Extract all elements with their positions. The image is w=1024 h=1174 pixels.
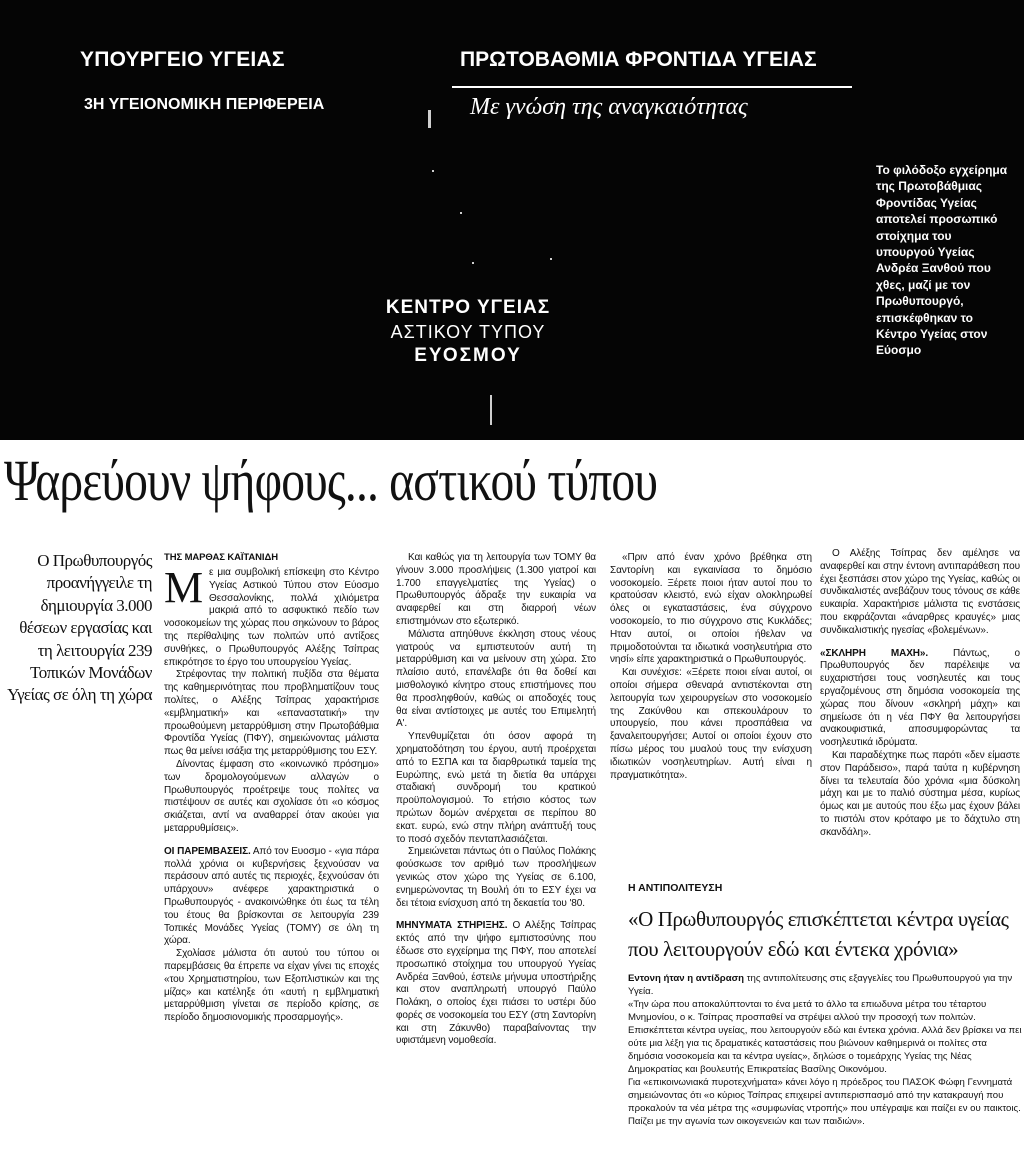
article-column-2 [396, 552, 596, 1048]
article-paragraph: Και καθώς για τη λειτουργία των ΤΟΜΥ θα γίνουν 3.000 προσλήψεις (1.300 γιατροί και 1.700 επαγγελματίες της Υγείας) ο Πρωθυπουργός άδραξε την ευκαιρία να αναφερθεί και στη διαρροή νέων επιστημόνων στο εξωτερικό. [396, 552, 596, 627]
opposition-paragraph: Για «επικοινωνιακά πυροτεχνήματα» κάνει λόγο η πρόεδρος του ΠΑΣΟΚ Φώφη Γεννηματά σημειώνοντας ότι «ο κύριος Τσίπρας επιχειρεί αντιπερισπασμό από την κατακραυγή που προκαλούν τα νέα μέτρα της «συμφωνίας ντροπής» που υπέγραψε και παίζει εν ου παικτοις. Παίζει με την αγωνία των οικογενειών και των παιδιών». [628, 1077, 1021, 1127]
photo-speck [550, 258, 552, 260]
photo [0, 0, 1024, 440]
article-paragraph: Σχολίασε μάλιστα ότι αυτού του τύπου οι παρεμβάσεις θα έπρεπε να είχαν γίνει τις εποχές «του Χρηματιστηρίου, των Εξοπλιστικών και της μίζας» και κατέληξε ότι «αυτή η εμβληματική μεταρρύθμιση γίνεται σε περίοδο κρίσης, σε περίοδο δημοσιονομικής προσαρμογής». [164, 948, 379, 1024]
article-paragraph: Υπενθυμίζεται ότι όσον αφορά τη χρηματοδότηση του έργου, αυτή προέρχεται από το ΕΣΠΑ και τα διαρθρωτικά ταμεία της Ευρώπης, ενώ μετά τη διετία θα υπάρχει σταδιακή συνδρομή του κρατικού προϋπολογισμού. Το ετήσιο κόστος των πρώτων δομών ανέρχεται σε περίπου 80 εκατ. ευρώ, ενώ στην πλήρη ανάπτυξή τους το ποσό σχεδόν πενταπλασιάζεται. [396, 731, 596, 845]
article-paragraph: Με μια συμβολική επίσκεψη στο Κέντρο Υγείας Αστικού Τύπου στον Εύοσμο Θεσσαλονίκης, πολλά χιλιόμετρα μακριά από το ασφυκτικό πεδίο των νοσοκομείων της χώρας που σηκώνουν το βάρος της περίθαλψης των πολιτών υπό αντίξοες συνθήκες, ο Πρωθυπουργός Αλέξης Τσίπρας επικρότησε το έργο του υπουργείου Υγείας. [164, 563, 379, 668]
photo-speck [428, 110, 431, 128]
motto-banner: Με γνώση της αναγκαιότητας [470, 94, 748, 120]
opposition-lead-bold: Εντονη ήταν η αντίδραση [628, 973, 745, 984]
sign-line-1: ΚΕΝΤΡΟ ΥΓΕΙΑΣ [385, 297, 551, 318]
article-paragraph: ΜΗΝΥΜΑΤΑ ΣΤΗΡΙΞΗΣ. Ο Αλέξης Τσίπρας εκτός από την ψήφο εμπιστοσύνης που έδωσε στο εγχείρημα της ΠΦΥ, που αποτελεί προσωπικό στοίχημα του υπουργού Υγείας Ανδρέα Ξανθού, έστειλε μήνυμα υποστήριξης και στον αναπληρωτή υπουργό Παύλο Πολάκη, ο οποίος έχει πιάσει το υστέρι δύο φορές σε νοσοκομεία του ΕΣΥ (στη Σαντορίνη και στη Ζάκυνθο) παραβαίνοντας την υφιστάμενη νομοθεσία. [396, 920, 596, 1047]
sign-line-3: ΕΥΟΣΜΟΥ [414, 345, 522, 366]
article-paragraph: ΟΙ ΠΑΡΕΜΒΑΣΕΙΣ. Από τον Ευοσμο - «για πάρα πολλά χρόνια οι κυβερνήσεις ξεχνούσαν να περάσουν από αυτές τις περιοχές, ξεχνούσαν ότι υπάρχουν» ανέφερε χαρακτηριστικά ο Πρωθυπουργός - ανακοινώθηκε ότι έως τα τέλη του έτους θα βρίσκονται σε λειτουργία 239 Τοπικές Μονάδες Υγείας (ΤΟΜΥ) σε όλη τη χώρα. [164, 845, 379, 947]
byline: ΤΗΣ ΜΑΡΘΑΣ ΚΑΪΤΑΝΙΔΗ [164, 552, 278, 563]
region-banner: 3Η ΥΓΕΙΟΝΟΜΙΚΗ ΠΕΡΙΦΕΡΕΙΑ [84, 96, 325, 113]
health-center-sign [368, 296, 568, 368]
article-paragraph: «Πριν από έναν χρόνο βρέθηκα στη Σαντορίνη και εγκαινίασα το δημόσιο νοσοκομείο. Ξέρετε ποιοι ήταν αυτοί που το κρατούσαν κλειστό, ενώ είχαν ολοκληρωθεί όλες οι εγκαταστάσεις, ένα σύγχρονο νοσοκομείο, το πιο σύγχρονο στις Κυκλάδες; Ηταν αυτοί, οι οποίοι ήθελαν να πριμοδοτούνται τα ιδιωτικά νοσηλευτήρια στο νησί» είπε χαρακτηριστικά ο Πρωθυπουργός. [610, 552, 812, 666]
article-paragraph: Μάλιστα απηύθυνε έκκληση στους νέους γιατρούς να εμπιστευτούν αυτή τη μεταρρύθμιση και να μείνουν στη χώρα. Στο πλαίσιο αυτό, επανέλαβε ότι θα δοθεί και μισθολογικό κίνητρο στους επιστήμονες που θα προσληφθούν, καθώς οι αποδοχές τους θα είναι αντίστοιχες με αυτές του Επιμελητή Α'. [396, 628, 596, 730]
lead-summary: Ο Πρωθυπουργός προανήγγειλε τη δημιουργία 3.000 θέσεων εργασίας και τη λειτουργία 239 Τοπικών Μονάδων Υγείας σε όλη τη χώρα [7, 551, 152, 705]
article-paragraph: Σημειώνεται πάντως ότι ο Παύλος Πολάκης φούσκωσε τον αριθμό των προσλήψεων γενικώς στον χώρο της Υγείας σε 6.100, ενημερώνοντας τη Βουλή ότι το ΕΣΥ έχει να δει τέτοια ενίσχυση από τη δεκαετία του '80. [396, 846, 596, 909]
article-paragraph: Δίνοντας έμφαση στο «κοινωνικό πρόσημο» των δρομολογούμενων αλλαγών ο Πρωθυπουργός προέτρεψε τους πολίτες να πιστέψουν σε αυτές και σχολίασε ότι «ο κόσμος σκιάζεται, αντί να αναθαρρεί όταν ακούει για μεταρρυθμίσεις». [164, 758, 379, 834]
photo-speck [472, 262, 474, 264]
photo-caption: Το φιλόδοξο εγχείρημα της Πρωτοβάθμιας Φροντίδας Υγείας αποτελεί προσωπικό στοίχημα του υπουργού Υγείας Ανδρέα Ξανθού που χθες, μαζί με τον Πρωθυπουργό, επισκέφθηκαν το Κέντρο Υγείας στον Εύοσμο [876, 163, 1008, 358]
article-paragraph: Και παραδέχτηκε πως παρότι «δεν είμαστε στον Παράδεισο», παρά ταύτα η κυβέρνηση δίνει τα τελευταία δύο χρόνια «μια δύσκολη μάχη και με το παλιό σύστημα μέσα, κυρίως όμως και με αυτούς που έξω μας έχουν βάλει το πιστόλι στον κρόταφο με το δάχτυλο στη σκανδάλη». [820, 749, 1020, 838]
subheading: ΜΗΝΥΜΑΤΑ ΣΤΗΡΙΞΗΣ. [396, 920, 508, 932]
article-paragraph: Και συνέχισε: «Ξέρετε ποιοι είναι αυτοί, οι οποίοι σήμερα σθεναρά αντιστέκονται στη λειτουργία των χειρουργείων στο νοσοκομείο της Ζακύνθου και σπεκουλάρουν το υπουργείο, που κάνει προσπάθεια να ξαναλειτουργήσει; Αυτοί οι οποίοι έχουν στο πίσω μέρος του μυαλού τους την ενίσχυση ιδιωτικών νοσηλευτηρίων. Αυτή είναι η πραγματικότητα». [610, 667, 812, 781]
opposition-headline: «Ο Πρωθυπουργός επισκέπτεται κέντρα υγείας που λειτουργούν εδώ και έντεκα χρόνια» [628, 907, 1009, 961]
sign-line-2: ΑΣΤΙΚΟΥ ΤΥΠΟΥ [390, 322, 546, 342]
opposition-lead: Εντονη ήταν η αντίδραση της αντιπολίτευσης στις εξαγγελίες του Πρωθυπουργού για την Υγεία. [628, 973, 1013, 997]
photo-speck [490, 395, 492, 425]
subheading: «ΣΚΛΗΡΗ ΜΑΧΗ». [820, 647, 929, 659]
opposition-label: Η ΑΝΤΙΠΟΛΙΤΕΥΣΗ [628, 882, 723, 894]
article-column-4 [820, 548, 1020, 840]
article-paragraph: Στρέφοντας την πολιτική πυξίδα στα θέματα της καθημερινότητας που προβληματίζουν τους πολίτες, ο Αλέξης Τσίπρας χαρακτήρισε «εμβληματική» και «επαναστατική» την προωθούμενη μεταρρύθμιση στην Πρωτοβάθμια Φροντίδα Υγείας (ΠΦΥ), σημειώνοντας μάλιστα πως θα μείνει ισάξια της μεταρρύθμισης του ΕΣΥ. [164, 669, 379, 758]
photo-speck [432, 170, 434, 172]
opposition-body [628, 972, 1022, 1128]
banner-rule [452, 86, 852, 88]
opposition-paragraph: «Την ώρα που αποκαλύπτονται το ένα μετά το άλλο τα επιωδυνα μέτρα του τέταρτου Μνημονίου, ο κ. Τσίπρας προσπαθεί να στρέψει αλλού την προσοχή των πολιτών. Επισκέπτεται κέντρα υγείας, που λειτουργούν εδώ και έντεκα χρόνια. Αλλά δεν βρίσκει να πει ούτε μια λέξη για τις δραματικές καταστάσεις που βιώνουν καθημερινά οι πολίτες στα δημόσια νοσοκομεία και τα κέντρα υγείας», δηλώσε ο τομεάρχης Υγείας της Νέας Δημοκρατίας και βουλευτής Επικρατείας Βασίλης Οικονόμου. [628, 999, 1022, 1075]
photo-speck [460, 212, 462, 214]
article-paragraph: «ΣΚΛΗΡΗ ΜΑΧΗ». Πάντως, ο Πρωθυπουργός δεν παρέλειψε να ευχαριστήσει τους νοσηλευτές και τους εργαζομένους στη δημόσια νοσοκομεία της χώρας που δίνουν «σκληρή μάχη» και σημείωσε ότι η νέα ΠΦΥ θα λειτουργήσει ανακουφιστικά, αποσυμφορώντας τα νοσηλευτικά ιδρύματα. [820, 647, 1020, 749]
headline: Ψαρεύουν ψήφους... αστικού τύπου [4, 448, 658, 513]
care-banner: ΠΡΩΤΟΒΑΘΜΙΑ ΦΡΟΝΤΙΔΑ ΥΓΕΙΑΣ [460, 48, 817, 71]
drop-cap: Μ [164, 563, 204, 612]
ministry-banner: ΥΠΟΥΡΓΕΙΟ ΥΓΕΙΑΣ [80, 48, 285, 71]
subheading: ΟΙ ΠΑΡΕΜΒΑΣΕΙΣ. [164, 845, 251, 857]
article-paragraph: Ο Αλέξης Τσίπρας δεν αμέλησε να αναφερθεί και στην έντονη αντιπαράθεση που έχει ξεσπάσει στον χώρο της Υγείας, καθώς οι συνδικαλιστές ανεβάζουν τους τόνους σε κάθε ευκαιρία. Χαρακτήρισε μάλιστα τις ενστάσεις που εκφράζονται «άναρθρες κραυγές» μιας συνδικαλιστικής ηγεσίας «βολεμένων». [820, 548, 1020, 636]
article-column-1 [164, 552, 379, 1025]
article-column-3 [610, 552, 812, 782]
